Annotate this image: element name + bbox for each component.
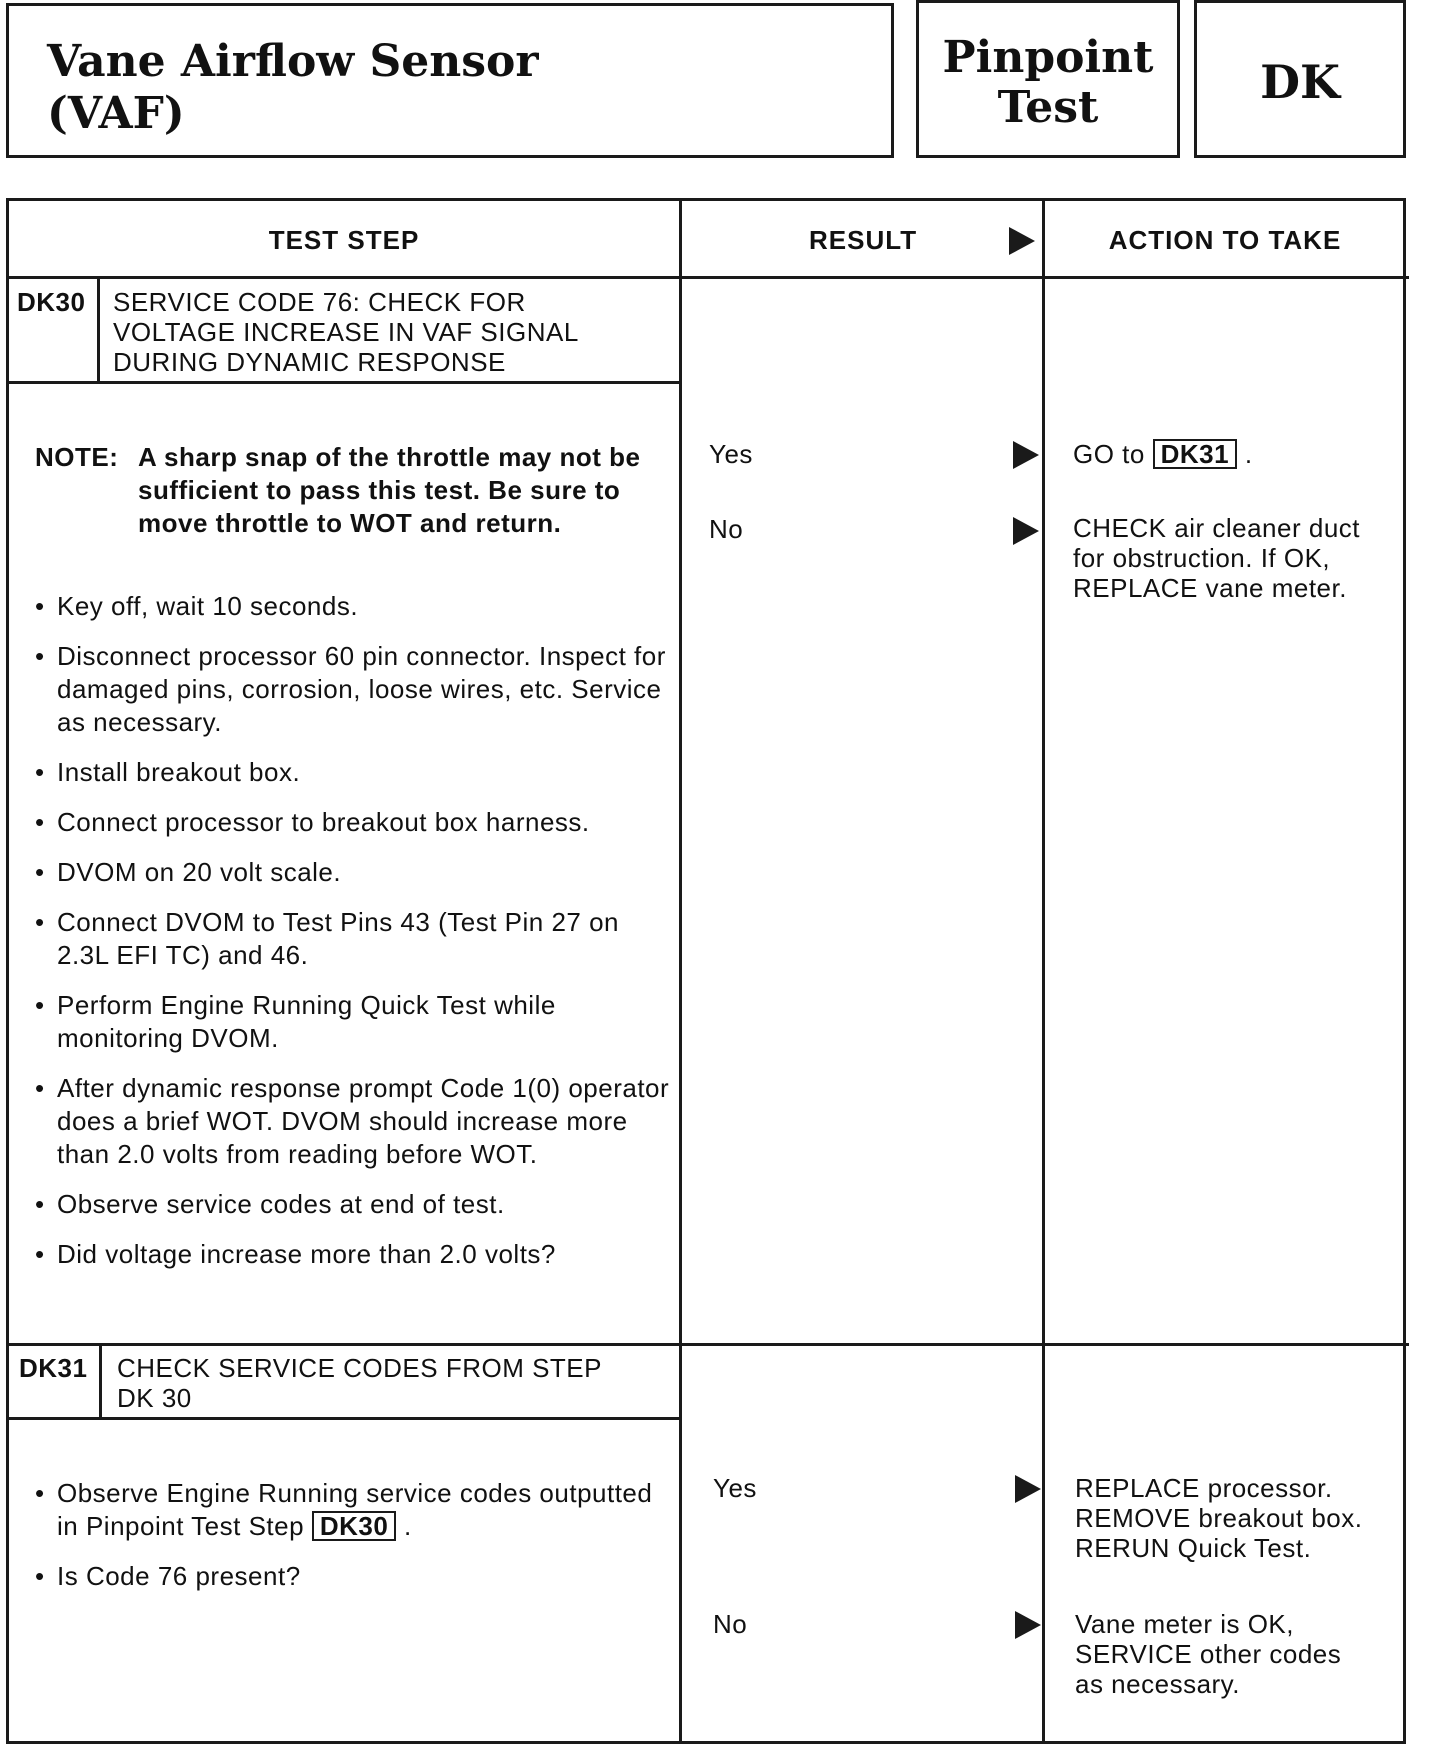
list-item: • After dynamic response prompt Code 1(0) operator does a brief WOT. DVOM should increase more than 2.0 volts from reading before WOT. [35,1072,675,1171]
arrow-icon [1013,441,1039,469]
list-item-text: Observe Engine Running service codes outputted in Pinpoint Test Step [57,1478,653,1541]
action-suffix: . [1244,439,1253,469]
step-title-divider [9,381,679,384]
column-divider [679,201,682,1741]
page-title [47,36,539,140]
pinpoint-test-label [919,33,1177,133]
title-box [6,3,894,158]
action-yes: REPLACE processor. REMOVE breakout box. RERUN Quick Test. [1075,1473,1363,1563]
action-yes [1073,439,1253,469]
list-item: • DVOM on 20 volt scale. [35,856,675,889]
test-code: DK [1260,55,1340,109]
list-item: • Perform Engine Running Quick Test while monitoring DVOM. [35,989,675,1055]
pinpoint-table [6,198,1406,1744]
arrow-icon [1015,1475,1041,1503]
step-code-dk31: DK31 [19,1353,88,1383]
list-item: • Connect processor to breakout box harness. [35,806,675,839]
note-label: NOTE: [35,442,119,472]
action-text: GO to [1073,439,1145,469]
list-item: • Install breakout box. [35,756,675,789]
arrow-icon [1015,1611,1041,1639]
header-result: RESULT [809,225,918,255]
pinpoint-line-2: Test [997,82,1099,133]
column-divider [1042,201,1045,1741]
title-line-1: Vane Airflow Sensor [47,36,539,87]
action-no: Vane meter is OK, SERVICE other codes as necessary. [1075,1609,1342,1699]
header-action: ACTION TO TAKE [1108,225,1342,255]
arrow-icon [1013,517,1039,545]
arrow-icon [1009,227,1035,255]
list-item-suffix: . [404,1511,412,1541]
step-ref-dk30: DK30 [312,1511,396,1541]
note-text: A sharp snap of the throttle may not be sufficient to pass this test. Be sure to move throttle to WOT and return. [138,442,641,538]
action-no: CHECK air cleaner duct for obstruction. If OK, REPLACE vane meter. [1073,513,1360,603]
header-test-step: TEST STEP [268,225,420,255]
test-code-box [1194,0,1406,158]
step-title-dk30: SERVICE CODE 76: CHECK FOR VOLTAGE INCREASE IN VAF SIGNAL DURING DYNAMIC RESPONSE [113,287,578,377]
header-divider [9,276,1409,279]
step-code-divider [97,276,100,381]
list-item: • Did voltage increase more than 2.0 volts? [35,1238,675,1271]
result-no: No [709,514,744,544]
list-item: • Observe service codes at end of test. [35,1188,675,1221]
title-line-2: (VAF) [47,88,185,139]
step-title-dk31: CHECK SERVICE CODES FROM STEP DK 30 [117,1353,602,1413]
step-code-divider [99,1343,102,1417]
list-item: • Is Code 76 present? [35,1560,675,1593]
result-no: No [713,1609,748,1639]
step-code-dk30: DK30 [17,287,86,317]
step-divider [9,1343,1409,1346]
list-item: • Key off, wait 10 seconds. [35,590,675,623]
step-title-divider [9,1417,679,1420]
result-yes: Yes [709,439,753,469]
pinpoint-test-box [916,0,1180,158]
step-ref-dk31: DK31 [1153,439,1237,469]
result-yes: Yes [713,1473,757,1503]
list-item: • Disconnect processor 60 pin connector. Inspect for damaged pins, corrosion, loose wires, etc. Service as necessary. [35,640,675,739]
list-item [35,1477,675,1543]
step-dk30-bullets [35,590,675,1288]
note-block [35,441,675,540]
step-dk31-bullets [35,1477,675,1610]
pinpoint-line-1: Pinpoint [942,32,1154,83]
list-item: • Connect DVOM to Test Pins 43 (Test Pin 27 on 2.3L EFI TC) and 46. [35,906,675,972]
